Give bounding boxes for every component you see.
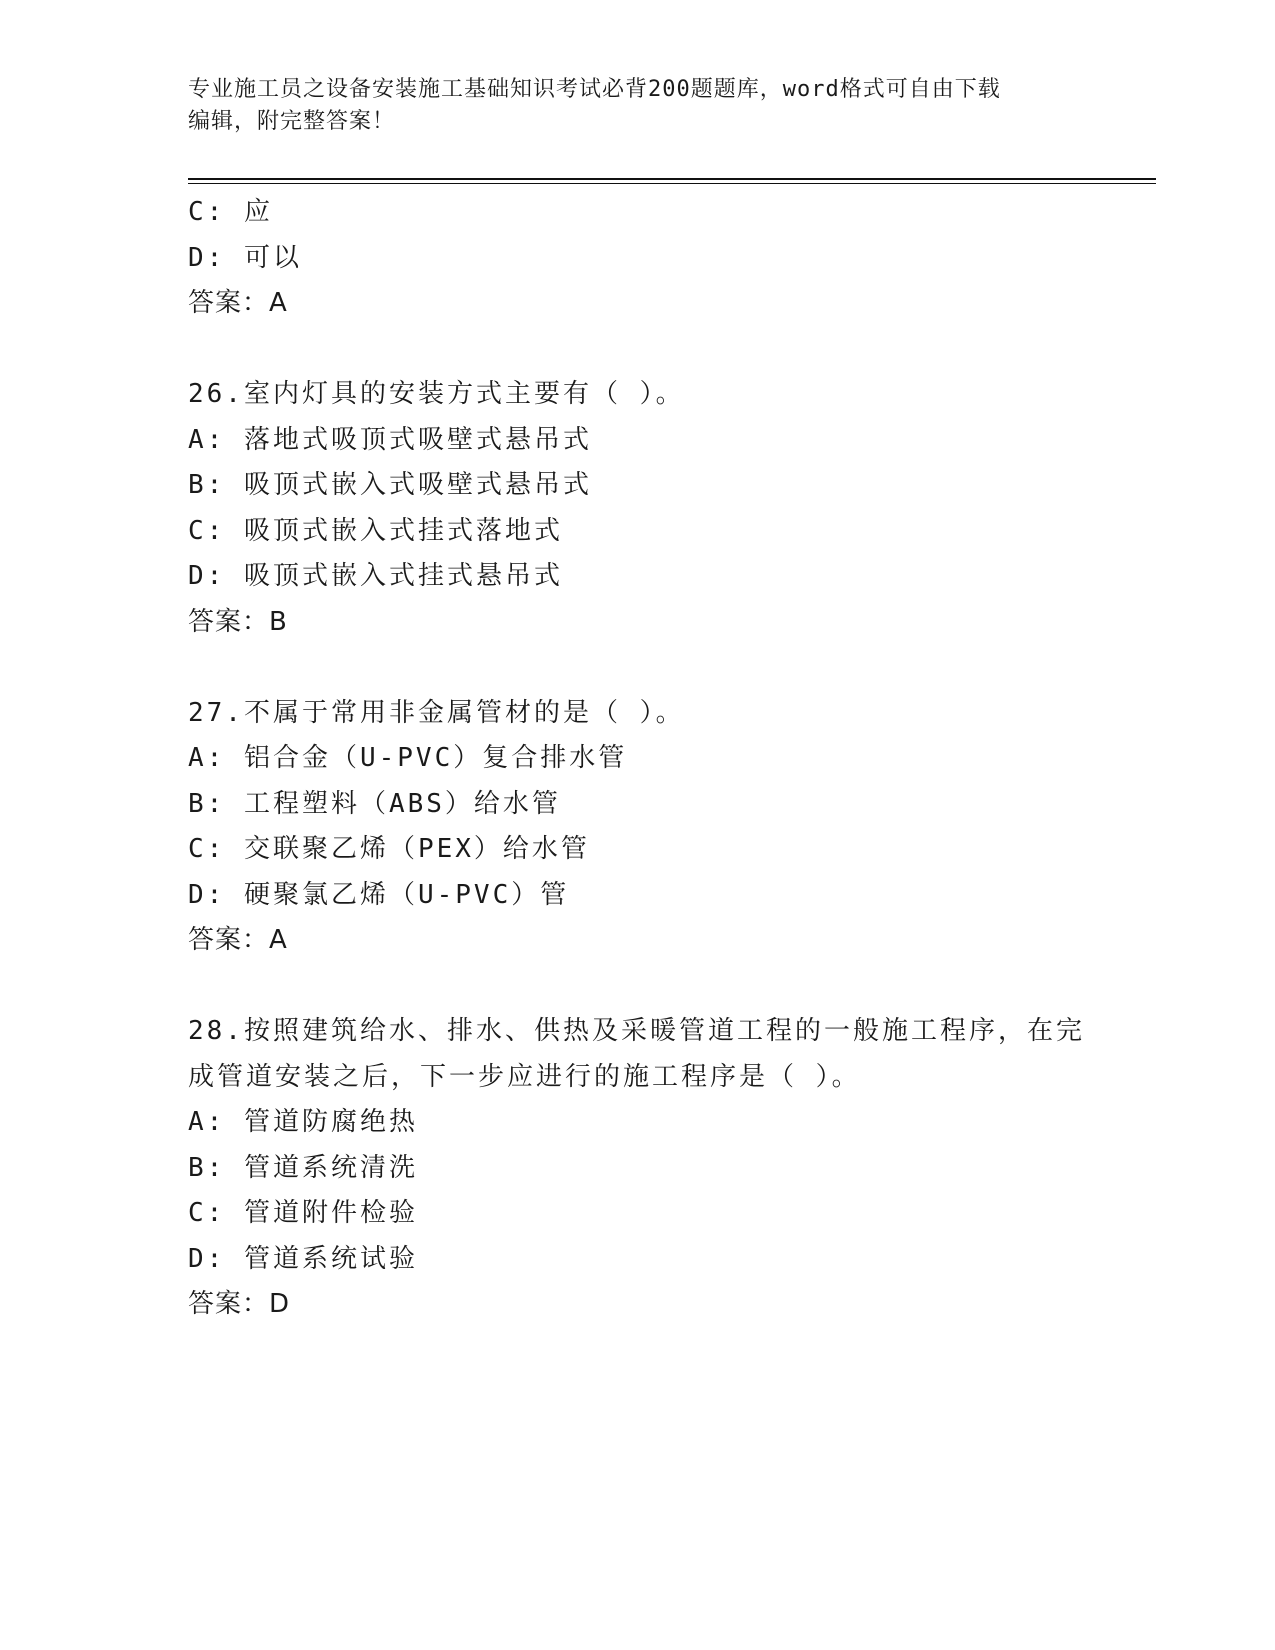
option-c: C: 吸顶式嵌入式挂式落地式 xyxy=(188,515,563,546)
answer-line: 答案：D xyxy=(188,1289,291,1319)
answer-line: 答案：A xyxy=(188,925,288,955)
question-text: 26.室内灯具的安装方式主要有（ ）。 xyxy=(188,379,685,409)
option-c: C: 应 xyxy=(188,197,273,227)
spacer xyxy=(188,327,1088,373)
spacer xyxy=(188,964,1088,1010)
option-a: A: 铝合金（U-PVC）复合排水管 xyxy=(188,743,628,773)
question-text-line-2: 成管道安装之后，下一步应进行的施工程序是（ ）。 xyxy=(188,1061,861,1092)
option-a: A: 管道防腐绝热 xyxy=(188,1107,418,1137)
option-b: B: 吸顶式嵌入式吸壁式悬吊式 xyxy=(188,470,592,500)
spacer xyxy=(188,645,1088,691)
option-d: D: 硬聚氯乙烯（U-PVC）管 xyxy=(188,879,570,910)
option-c: C: 交联聚乙烯（PEX）给水管 xyxy=(188,834,590,864)
question-27 xyxy=(188,691,1088,964)
question-26 xyxy=(188,372,1088,645)
option-d: D: 可以 xyxy=(188,242,302,273)
header-title-line-2: 编辑，附完整答案！ xyxy=(188,109,396,134)
answer-line: 答案：B xyxy=(188,606,288,637)
option-d: D: 吸顶式嵌入式挂式悬吊式 xyxy=(188,561,563,591)
question-text-line-1: 28.按照建筑给水、排水、供热及采暖管道工程的一般施工程序，在完 xyxy=(188,1016,1085,1046)
option-d: D: 管道系统试验 xyxy=(188,1243,418,1274)
question-text: 27.不属于常用非金属管材的是（ ）。 xyxy=(188,697,685,728)
previous-question-tail xyxy=(188,190,1088,327)
option-a: A: 落地式吸顶式吸壁式悬吊式 xyxy=(188,424,592,455)
document-header xyxy=(188,74,1088,138)
header-divider-thick xyxy=(188,178,1156,180)
header-title-line-1: 专业施工员之设备安装施工基础知识考试必背200题题库，word格式可自由下载 xyxy=(188,77,1001,102)
option-c: C: 管道附件检验 xyxy=(188,1198,418,1228)
option-b: B: 工程塑料（ABS）给水管 xyxy=(188,788,561,819)
question-28 xyxy=(188,1009,1088,1328)
answer-line: 答案：A xyxy=(188,288,288,318)
header-divider-thin xyxy=(188,183,1156,184)
question-list xyxy=(188,190,1088,1328)
option-b: B: 管道系统清洗 xyxy=(188,1152,418,1183)
